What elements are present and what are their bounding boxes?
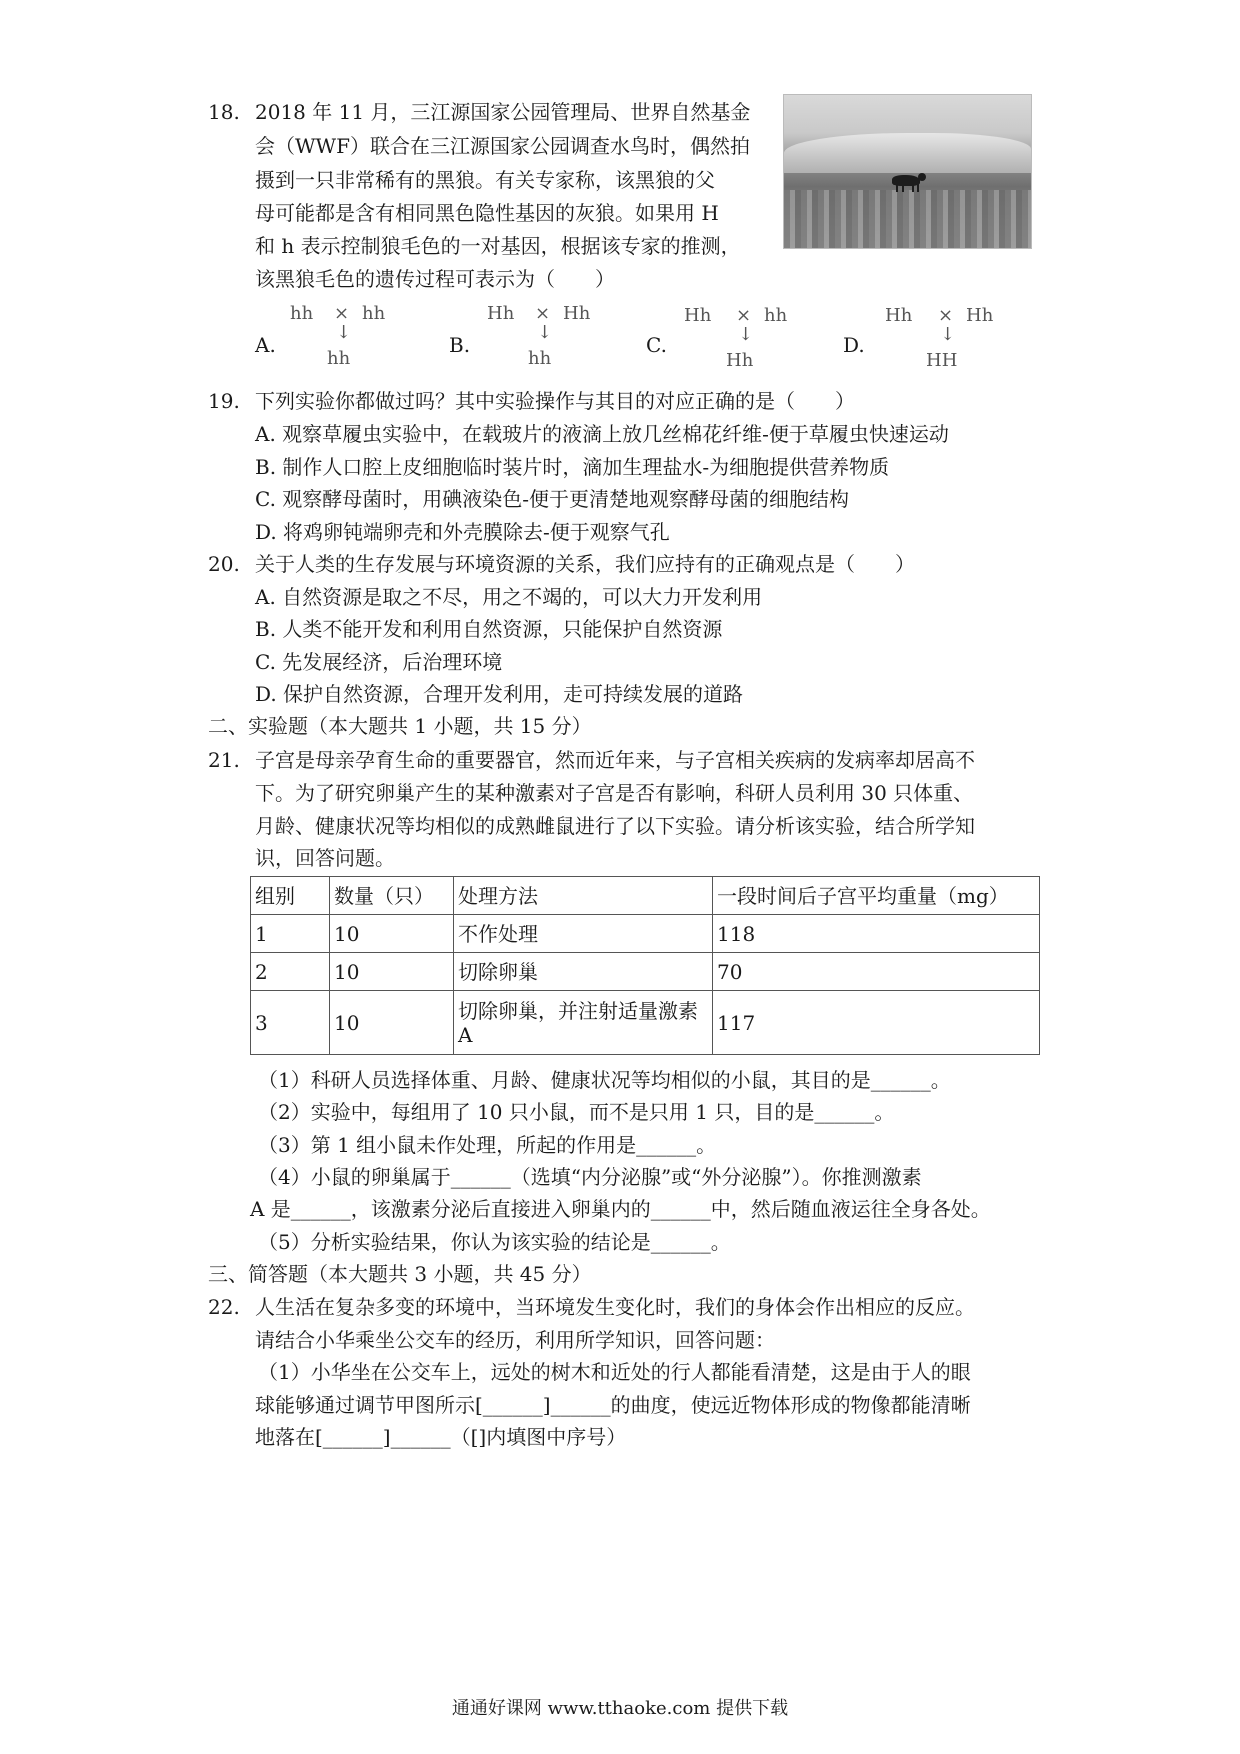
offspring-genotype: hh <box>327 348 351 369</box>
parent-genotype: Hh <box>966 305 994 326</box>
question-stem: 关于人类的生存发展与环境资源的关系，我们应持有的正确观点是（ ） <box>255 552 915 576</box>
question-text-line: 该黑狼毛色的遗传过程可表示为（ ） <box>255 267 615 291</box>
table-row <box>251 953 1040 991</box>
option-label: D. <box>843 333 865 357</box>
parent-genotype: hh <box>764 305 788 326</box>
down-arrow-icon: ↓ <box>537 322 553 343</box>
table-row <box>251 991 1040 1055</box>
down-arrow-icon: ↓ <box>336 322 352 343</box>
question-number: 22. <box>208 1295 240 1319</box>
table-cell: 117 <box>713 991 1040 1055</box>
question-text-line: 摄到一只非常稀有的黑狼。有关专家称，该黑狼的父 <box>255 168 715 192</box>
parent-genotype: hh <box>290 303 314 324</box>
table-cell: 1 <box>251 915 330 953</box>
answer-option[interactable]: A. 自然资源是取之不尽，用之不竭的，可以大力开发利用 <box>255 585 763 609</box>
parent-genotype: Hh <box>684 305 712 326</box>
parent-genotype: hh <box>362 303 386 324</box>
down-arrow-icon: ↓ <box>940 324 956 345</box>
experiment-table <box>250 876 1040 1055</box>
parent-genotype: Hh <box>487 303 515 324</box>
table-header-cell: 处理方法 <box>454 877 713 915</box>
table-cell: 切除卵巢 <box>454 953 713 991</box>
sub-question: （5）分析实验结果，你认为该实验的结论是______。 <box>258 1230 731 1254</box>
question-stem: 下列实验你都做过吗？其中实验操作与其目的对应正确的是（ ） <box>255 389 855 413</box>
table-header-cell: 数量（只） <box>330 877 454 915</box>
section-heading: 二、实验题（本大题共 1 小题，共 15 分） <box>208 714 592 738</box>
question-text-line: 月龄、健康状况等均相似的成熟雌鼠进行了以下实验。请分析该实验，结合所学知 <box>255 814 975 838</box>
table-cell: 切除卵巢，并注射适量激素A <box>454 991 713 1055</box>
offspring-genotype: hh <box>528 348 552 369</box>
answer-option[interactable]: B. 人类不能开发和利用自然资源，只能保护自然资源 <box>255 617 723 641</box>
option-label: A. <box>255 333 276 357</box>
answer-option[interactable]: C. 先发展经济，后治理环境 <box>255 650 503 674</box>
sub-question: A 是______，该激素分泌后直接进入卵巢内的______中，然后随血液运往全身各处。 <box>250 1197 991 1221</box>
answer-option[interactable]: A. 观察草履虫实验中，在载玻片的液滴上放几丝棉花纤维-便于草履虫快速运动 <box>255 422 949 446</box>
section-heading: 三、简答题（本大题共 3 小题，共 45 分） <box>208 1262 592 1286</box>
question-text-line: 2018 年 11 月，三江源国家公园管理局、世界自然基金 <box>255 100 751 124</box>
question-text-line: 母可能都是含有相同黑色隐性基因的灰狼。如果用 H <box>255 201 719 225</box>
table-header-cell: 组别 <box>251 877 330 915</box>
answer-option[interactable]: B. 制作人口腔上皮细胞临时装片时，滴加生理盐水-为细胞提供营养物质 <box>255 455 890 479</box>
sub-question: （4）小鼠的卵巢属于______（选填“内分泌腺”或“外分泌腺”）。你推测激素 <box>258 1165 922 1189</box>
question-text-line: 下。为了研究卵巢产生的某种激素对子宫是否有影响，科研人员利用 30 只体重、 <box>255 781 974 805</box>
sub-question: （1）小华坐在公交车上，远处的树木和近处的行人都能看清楚，这是由于人的眼 <box>258 1360 971 1384</box>
offspring-genotype: Hh <box>726 350 754 371</box>
answer-option[interactable]: D. 将鸡卵钝端卵壳和外壳膜除去-便于观察气孔 <box>255 520 670 544</box>
question-text-line: 子宫是母亲孕育生命的重要器官，然而近年来，与子宫相关疾病的发病率却居高不 <box>255 748 975 772</box>
cross-symbol: × <box>938 305 954 326</box>
question-text-line: 会（WWF）联合在三江源国家公园调查水鸟时，偶然拍 <box>255 134 750 158</box>
table-cell: 10 <box>330 991 454 1055</box>
question-number: 21. <box>208 748 240 772</box>
question-text-line: 和 h 表示控制狼毛色的一对基因，根据该专家的推测， <box>255 234 741 258</box>
table-header-row <box>251 877 1040 915</box>
table-cell: 不作处理 <box>454 915 713 953</box>
offspring-genotype: HH <box>926 350 958 371</box>
down-arrow-icon: ↓ <box>738 324 754 345</box>
cross-symbol: × <box>334 303 350 324</box>
cross-symbol: × <box>736 305 752 326</box>
question-text-line: 地落在[______]______（[]内填图中序号） <box>255 1425 627 1449</box>
table-row <box>251 915 1040 953</box>
option-label: C. <box>646 333 667 357</box>
table-cell: 3 <box>251 991 330 1055</box>
question-text-line: 人生活在复杂多变的环境中，当环境发生变化时，我们的身体会作出相应的反应。 <box>255 1295 975 1319</box>
question-number: 20. <box>208 552 240 576</box>
question-number: 19. <box>208 389 240 413</box>
table-cell: 70 <box>713 953 1040 991</box>
question-text-line: 识，回答问题。 <box>255 846 395 870</box>
option-label: B. <box>449 333 471 357</box>
table-cell: 10 <box>330 915 454 953</box>
sub-question: （3）第 1 组小鼠未作处理，所起的作用是______。 <box>258 1133 717 1157</box>
sub-question: （1）科研人员选择体重、月龄、健康状况等均相似的小鼠，其目的是______。 <box>258 1068 951 1092</box>
cross-symbol: × <box>535 303 551 324</box>
parent-genotype: Hh <box>885 305 913 326</box>
answer-option[interactable]: C. 观察酵母菌时，用碘液染色-便于更清楚地观察酵母菌的细胞结构 <box>255 487 850 511</box>
table-cell: 118 <box>713 915 1040 953</box>
sub-question: （2）实验中，每组用了 10 只小鼠，而不是只用 1 只，目的是______。 <box>258 1100 895 1124</box>
black-wolf-photo <box>783 94 1032 249</box>
table-cell: 10 <box>330 953 454 991</box>
parent-genotype: Hh <box>563 303 591 324</box>
page-footer: 通通好课网 www.tthaoke.com 提供下载 <box>451 1698 789 1719</box>
table-header-cell: 一段时间后子宫平均重量（mg） <box>713 877 1040 915</box>
question-text-line: 球能够通过调节甲图所示[______]______的曲度，使远近物体形成的物像都能清晰 <box>255 1393 971 1417</box>
question-number: 18. <box>208 100 240 124</box>
table-cell: 2 <box>251 953 330 991</box>
answer-option[interactable]: D. 保护自然资源，合理开发利用，走可持续发展的道路 <box>255 682 744 706</box>
question-text-line: 请结合小华乘坐公交车的经历，利用所学知识，回答问题： <box>255 1328 775 1352</box>
